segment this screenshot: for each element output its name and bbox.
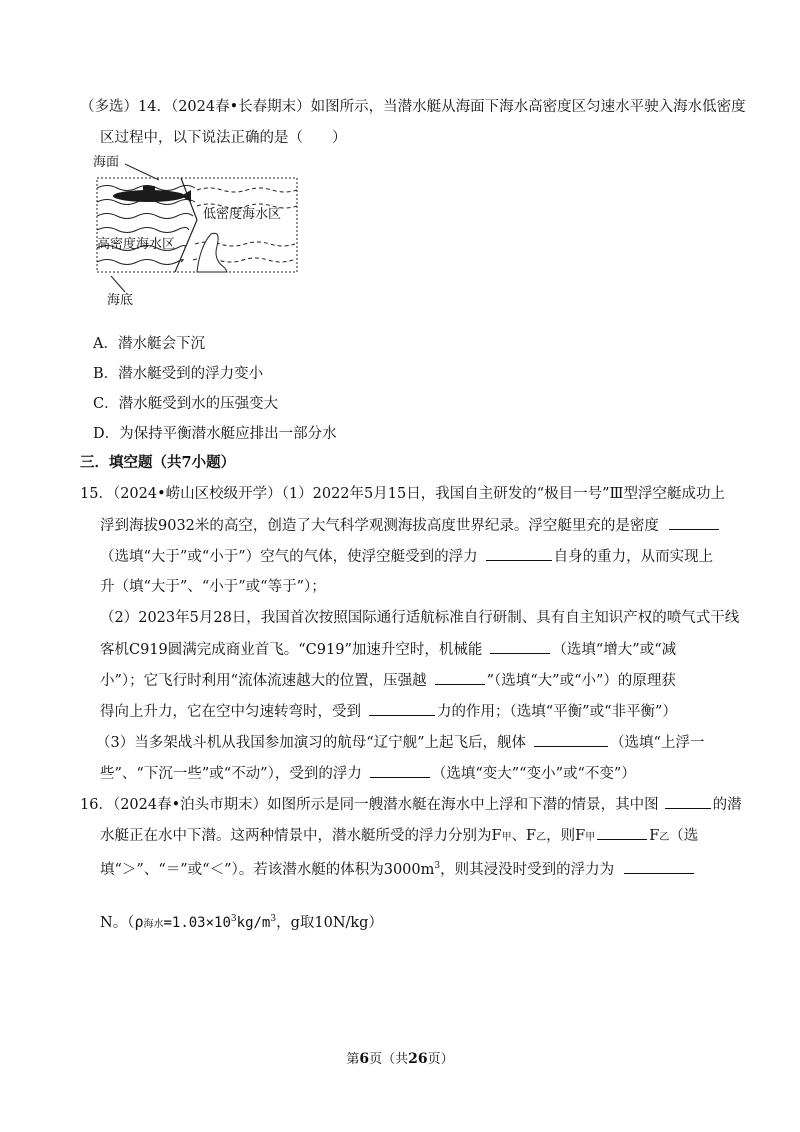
- q16-sub-jia-1: 甲: [501, 832, 512, 843]
- footer-suffix: 页）: [427, 1052, 454, 1067]
- q14-option-c: C．潜水艇受到水的压强变大: [93, 396, 279, 412]
- q15-line5: （2）2023年5月28日，我国首次按照国际通行适航标准自行研制、具有自主知识产权的喷气式干线: [100, 610, 740, 626]
- q15-line7: [100, 670, 676, 691]
- q16-sub-yi-2: 乙: [659, 832, 670, 843]
- q15-line7-text-b: ”（选填“大”或“小”）的原理获: [486, 673, 676, 689]
- q15-line10: [100, 763, 636, 784]
- q15-line3-text-b: 自身的重力，从而实现上: [553, 549, 714, 565]
- q15-blank-3[interactable]: [490, 639, 550, 654]
- q16-line3: [100, 856, 696, 880]
- q15-line9: [96, 732, 704, 753]
- q16-formula-exponent: 3: [230, 914, 237, 924]
- q15-line4: 升（填“大于”、“小于”或“等于”）；: [100, 579, 326, 595]
- q16-formula-value: =1.03×10: [163, 914, 231, 931]
- q15-blank-4[interactable]: [435, 670, 485, 685]
- page-footer: [0, 1048, 800, 1067]
- q16-line4-text-b: ，g取10N/kg）: [276, 914, 383, 931]
- q14-stem-line1: （多选）14．（2024春•长春期末）如图所示，当潜水艇从海面下海水高密度区匀速水平驶入海水低密度: [80, 99, 746, 115]
- q15-line3: [100, 546, 713, 567]
- q15-blank-5[interactable]: [369, 701, 435, 716]
- q15-line1: 15．（2024•崂山区校级开学）（1）2022年5月15日，我国自主研发的“极目一号”Ⅲ型浮空艇成功上: [80, 486, 726, 502]
- q16-blank-2[interactable]: [597, 825, 647, 840]
- q14-option-b: B．潜水艇受到的浮力变小: [93, 366, 264, 382]
- q16-line2-text-b: 、F: [511, 828, 537, 844]
- q15-line8-text-a: 得向上升力，它在空中匀速转弯时，受到: [100, 704, 361, 720]
- q16-sub-jia-2: 甲: [585, 832, 596, 843]
- label-high-density: 高密度海水区: [97, 237, 176, 252]
- q15-line7-text-a: 小”）；它飞行时利用“流体流速越大的位置，压强越: [100, 673, 427, 689]
- label-surface: 海面: [93, 155, 120, 170]
- q16-sup-3: 3: [434, 861, 441, 871]
- q15-line6: [100, 639, 676, 660]
- q15-line8-text-b: 力的作用；（选填“平衡”或“非平衡”）: [437, 704, 677, 720]
- section-title: 三．填空题（共7小题）: [80, 454, 236, 471]
- q14-option-d: D．为保持平衡潜水艇应排出一部分水: [93, 426, 337, 442]
- q15-line10-text-b: （选填“变大”“变小”或“不变”）: [431, 766, 636, 782]
- submarine-density-figure: [85, 150, 315, 310]
- q16-formula-unit: kg/m: [236, 914, 271, 931]
- q16-line2-text-e: （选: [669, 828, 699, 844]
- q16-line2: [100, 825, 698, 848]
- footer-page-number: 6: [359, 1051, 370, 1067]
- q16-formula-unit-exponent: 3: [270, 914, 277, 924]
- q15-line9-text-a: （3）当多架战斗机从我国参加演习的航母“辽宁舰”上起飞后，舰体: [96, 735, 527, 751]
- q16-line1-text-a: 16．（2024春•泊头市期末）如图所示是同一艘潜水艇在海水中上浮和下潜的情景，其中图: [80, 797, 659, 813]
- q15-blank-6[interactable]: [534, 732, 608, 747]
- q16-line1: [80, 794, 742, 815]
- q16-line4: [100, 909, 383, 935]
- q15-line8: [100, 701, 677, 722]
- footer-middle: 页（共: [369, 1052, 409, 1067]
- q16-line1-text-b: 的潜: [712, 797, 742, 813]
- q15-line6-text-b: （选填“增大”或“减: [552, 642, 677, 658]
- q16-rho-symbol: ρ: [134, 912, 144, 931]
- footer-total-pages: 26: [408, 1051, 428, 1067]
- q15-line9-text-b: （选填“上浮一: [610, 735, 705, 751]
- q16-line2-text-d: F: [649, 828, 660, 844]
- q15-line2-text: 浮到海拔9032米的高空，创造了大气科学观测海拔高度世界纪录。浮空艇里充的是密度: [100, 518, 659, 534]
- q16-rho-subscript: 海水: [143, 918, 164, 930]
- q16-blank-3[interactable]: [624, 859, 694, 874]
- q16-sub-yi-1: 乙: [536, 832, 547, 843]
- q16-line3-text-b: ，则其浸没时受到的浮力为: [440, 861, 615, 878]
- label-sea-floor: 海底: [107, 293, 134, 308]
- q15-blank-7[interactable]: [370, 763, 430, 778]
- q16-line2-text-c: ，则F: [546, 828, 586, 844]
- q16-blank-1[interactable]: [665, 794, 711, 809]
- footer-prefix: 第: [346, 1052, 360, 1067]
- q14-stem-line2: 区过程中，以下说法正确的是（ ）: [100, 130, 347, 146]
- q16-line3-text-a: 填“＞”、“＝”或“＜”）。若该潜水艇的体积为3000m: [100, 861, 435, 878]
- q15-blank-2[interactable]: [486, 546, 552, 561]
- q15-line10-text-a: 些”、“下沉一些”或“不动”），受到的浮力: [100, 766, 362, 782]
- submarine-icon: [113, 186, 191, 202]
- q15-blank-1[interactable]: [669, 515, 719, 530]
- q15-line3-text-a: （选填“大于”或“小于”）空气的气体，使浮空艇受到的浮力: [100, 549, 478, 565]
- label-low-density: 低密度海水区: [203, 207, 282, 222]
- q16-line4-text-a: N。（: [100, 914, 135, 931]
- q14-option-a: A．潜水艇会下沉: [93, 336, 205, 352]
- q16-line2-text-a: 水艇正在水中下潜。这两种情景中，潜水艇所受的浮力分别为F: [100, 828, 502, 844]
- q15-line6-text-a: 客机C919圆满完成商业首飞。“C919”加速升空时，机械能: [100, 642, 483, 658]
- q15-line2: [100, 515, 721, 536]
